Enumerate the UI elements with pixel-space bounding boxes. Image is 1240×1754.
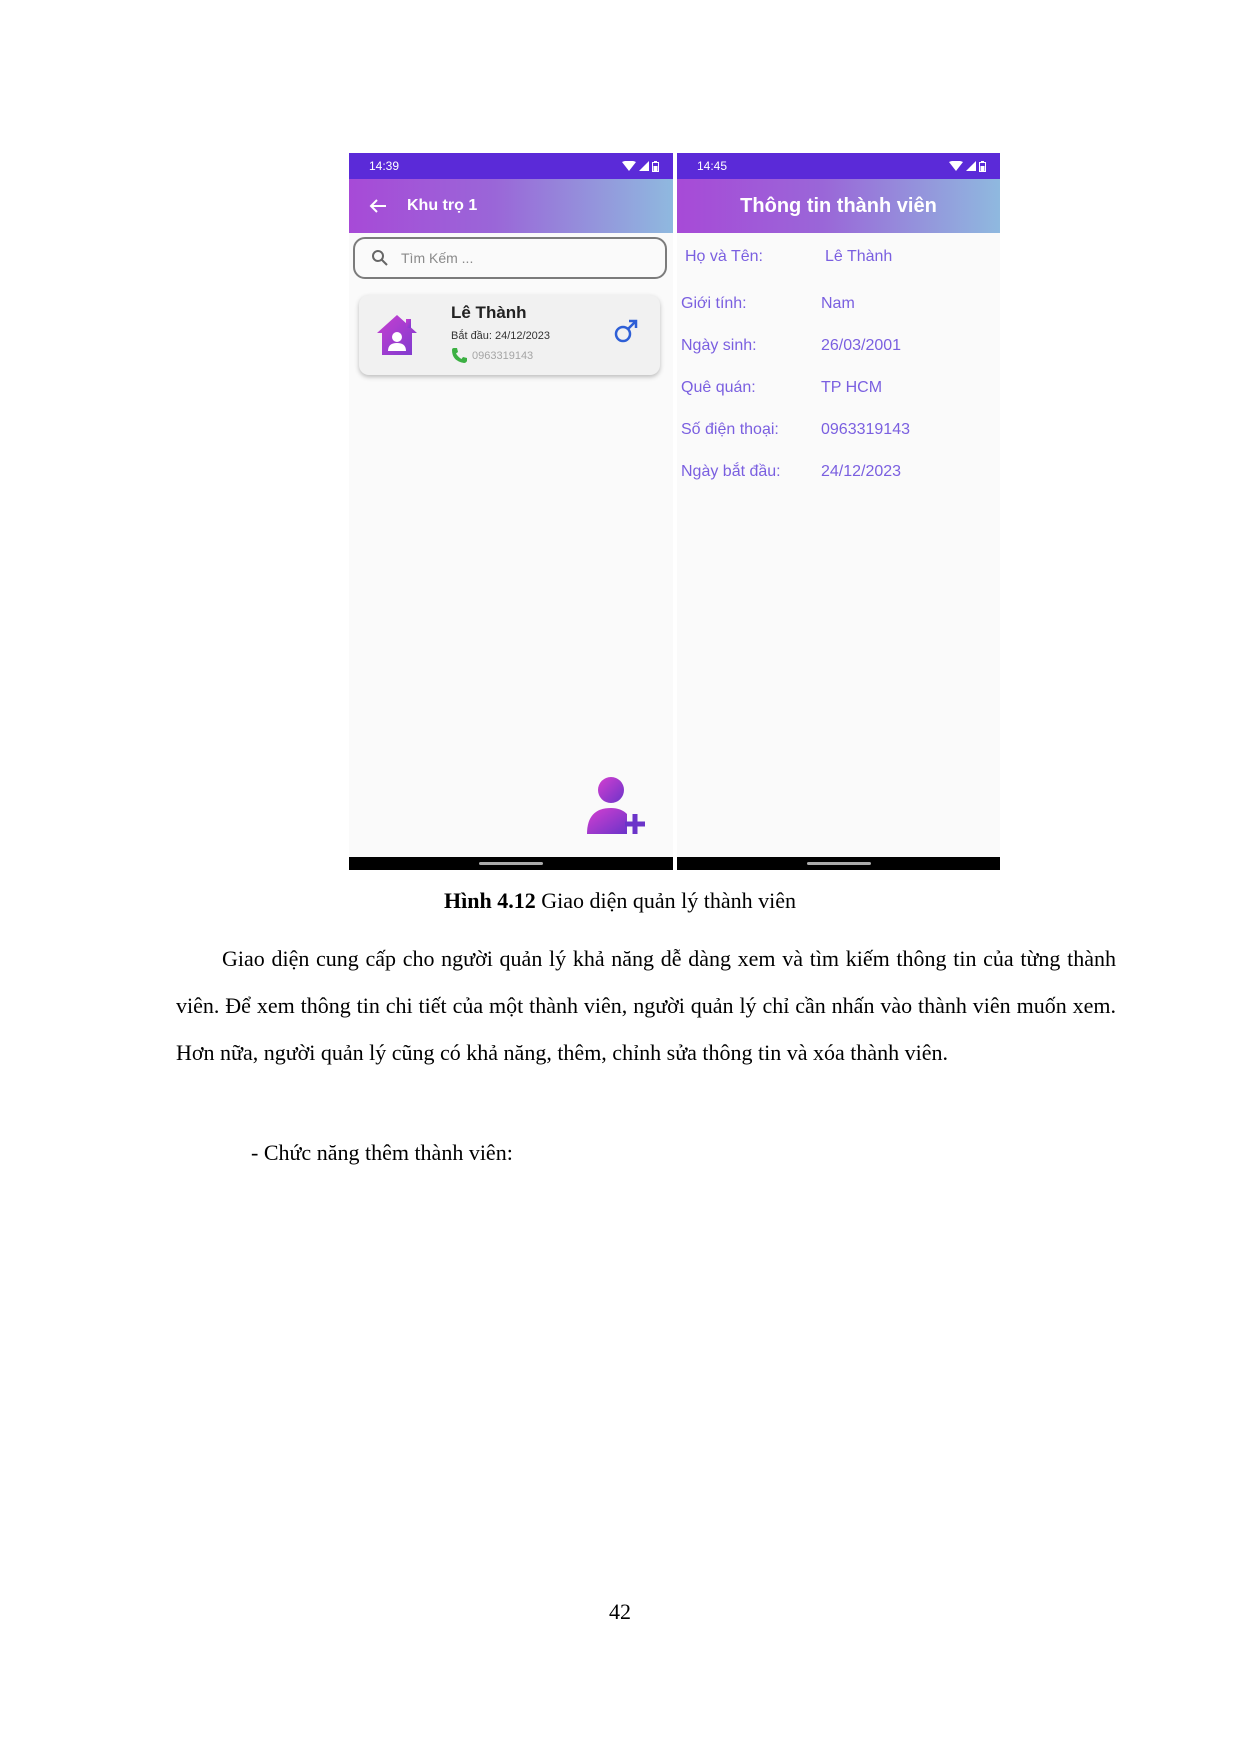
app-bar: [677, 179, 1000, 233]
battery-icon: [652, 161, 659, 172]
info-label: Ngày sinh:: [681, 337, 757, 354]
nav-bar: [677, 857, 1000, 870]
info-row-start-date: [677, 463, 1000, 487]
screen-title: Khu trọ 1: [407, 197, 478, 214]
home-handle[interactable]: [807, 862, 871, 865]
status-bar: [349, 153, 673, 179]
info-value: Lê Thành: [825, 248, 893, 265]
member-name: Lê Thành: [451, 303, 527, 322]
page-number: 42: [609, 1599, 631, 1624]
info-label: Quê quán:: [681, 379, 756, 396]
info-row-birthdate: [677, 337, 1000, 361]
start-label: Bắt đầu:: [451, 330, 492, 342]
body-paragraph: [176, 935, 1116, 1076]
info-row-name: [681, 248, 1000, 272]
house-icon: [375, 313, 419, 357]
nav-bar: [349, 857, 673, 870]
status-icons: [949, 161, 986, 172]
info-value: Nam: [821, 295, 855, 312]
info-label: Số điện thoại:: [681, 421, 779, 438]
member-start-date: [451, 330, 550, 342]
status-icons: [622, 161, 659, 172]
info-row-hometown: [677, 379, 1000, 403]
info-label: Ngày bắt đầu:: [681, 463, 781, 480]
list-item: - Chức năng thêm thành viên:: [251, 1140, 513, 1165]
figure-caption: [0, 888, 1240, 914]
info-value: TP HCM: [821, 379, 883, 396]
status-time: 14:45: [697, 159, 728, 173]
member-list-screen: [349, 153, 673, 870]
male-gender-icon: [613, 318, 639, 344]
phone-icon: [451, 347, 468, 364]
signal-icon: [966, 161, 976, 171]
search-icon: [371, 249, 389, 267]
figure-caption-text: Giao diện quản lý thành viên: [541, 888, 796, 913]
info-value: 26/03/2001: [821, 337, 902, 354]
wifi-icon: [622, 161, 636, 171]
search-input[interactable]: [401, 250, 621, 266]
back-arrow-icon[interactable]: [363, 194, 393, 218]
info-value: 0963319143: [821, 421, 910, 438]
info-value: 24/12/2023: [821, 463, 902, 480]
add-member-button[interactable]: [585, 776, 647, 836]
wifi-icon: [949, 161, 963, 171]
info-row-gender: [677, 295, 1000, 319]
info-label: Họ và Tên:: [685, 248, 763, 265]
figure-number: Hình 4.12: [444, 888, 536, 913]
start-date-value: 24/12/2023: [494, 330, 551, 342]
member-phone: 0963319143: [472, 349, 534, 362]
member-detail-screen: [677, 153, 1000, 870]
info-row-phone: [677, 421, 1000, 445]
battery-icon: [979, 161, 986, 172]
app-bar: [349, 179, 673, 233]
home-handle[interactable]: [479, 862, 543, 865]
info-label: Giới tính:: [681, 295, 747, 312]
search-bar[interactable]: [353, 237, 667, 279]
screen-title: Thông tin thành viên: [740, 194, 937, 217]
status-time: 14:39: [369, 159, 400, 173]
signal-icon: [639, 161, 649, 171]
status-bar: [677, 153, 1000, 179]
member-phone-line: [451, 347, 533, 364]
member-card[interactable]: [359, 295, 660, 375]
paragraph-text: Giao diện cung cấp cho người quản lý khả năng dễ dàng xem và tìm kiếm thông tin của từng thành viên. Để xem thông tin chi tiết của một thành viên, người quản lý chỉ cần nhấn vào thành viên muốn xem. Hơn nữa, người quản lý cũng có khả năng, thêm, chỉnh sửa thông tin và xóa thành viên.: [176, 946, 1116, 1065]
